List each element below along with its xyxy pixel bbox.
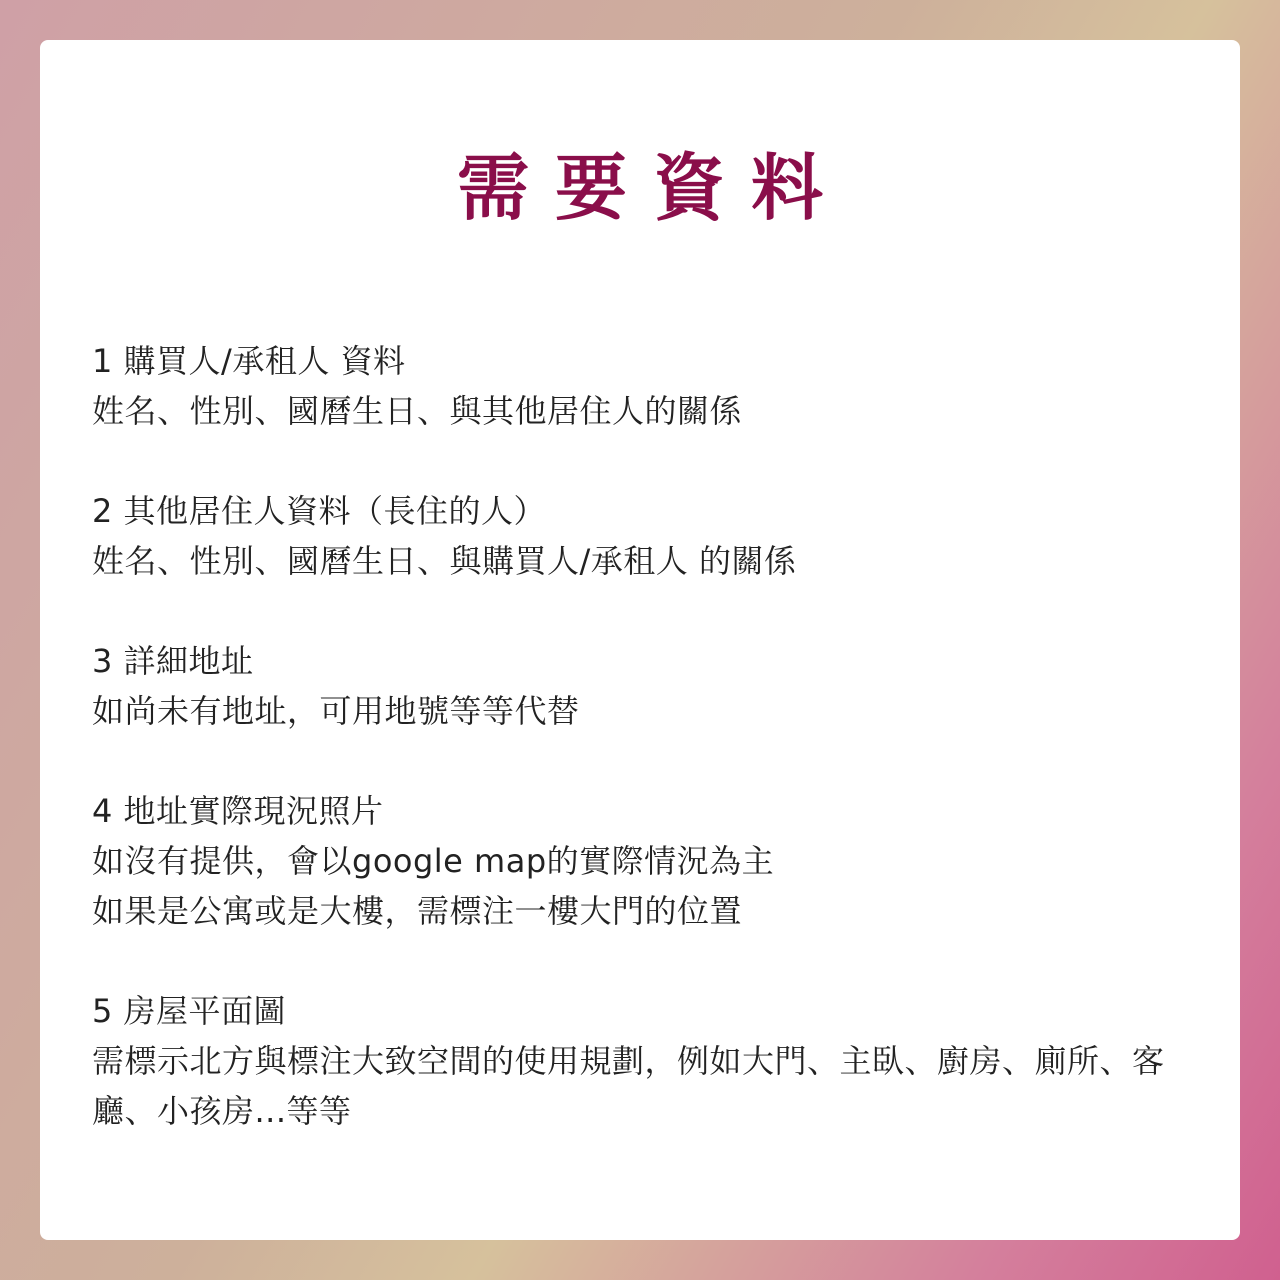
section-buyer	[92, 336, 1180, 436]
section-heading: 5 房屋平面圖	[92, 992, 287, 1030]
section-address	[92, 636, 1180, 736]
section-text: 如尚未有地址，可用地號等等代替	[92, 692, 580, 730]
section-heading: 2 其他居住人資料（長住的人）	[92, 492, 547, 530]
section-text: 姓名、性別、國曆生日、與購買人/承租人 的關係	[92, 542, 797, 580]
section-photos	[92, 786, 1180, 936]
page-title: 需要資料	[456, 146, 849, 230]
section-heading: 1 購買人/承租人 資料	[92, 342, 406, 380]
section-heading: 3 詳細地址	[92, 642, 254, 680]
requirements-list	[92, 336, 1180, 1186]
section-floor-plan	[92, 986, 1180, 1136]
section-text: 如沒有提供，會以google map的實際情況為主	[92, 842, 775, 880]
info-card	[40, 40, 1240, 1240]
section-text: 姓名、性別、國曆生日、與其他居住人的關係	[92, 392, 743, 430]
section-other-residents	[92, 486, 1180, 586]
section-heading: 4 地址實際現況照片	[92, 792, 384, 830]
section-text: 需標示北方與標注大致空間的使用規劃，例如大門、主臥、廚房、廁所、客廳、小孩房...等等	[92, 1042, 1165, 1130]
section-text: 如果是公寓或是大樓，需標注一樓大門的位置	[92, 892, 743, 930]
